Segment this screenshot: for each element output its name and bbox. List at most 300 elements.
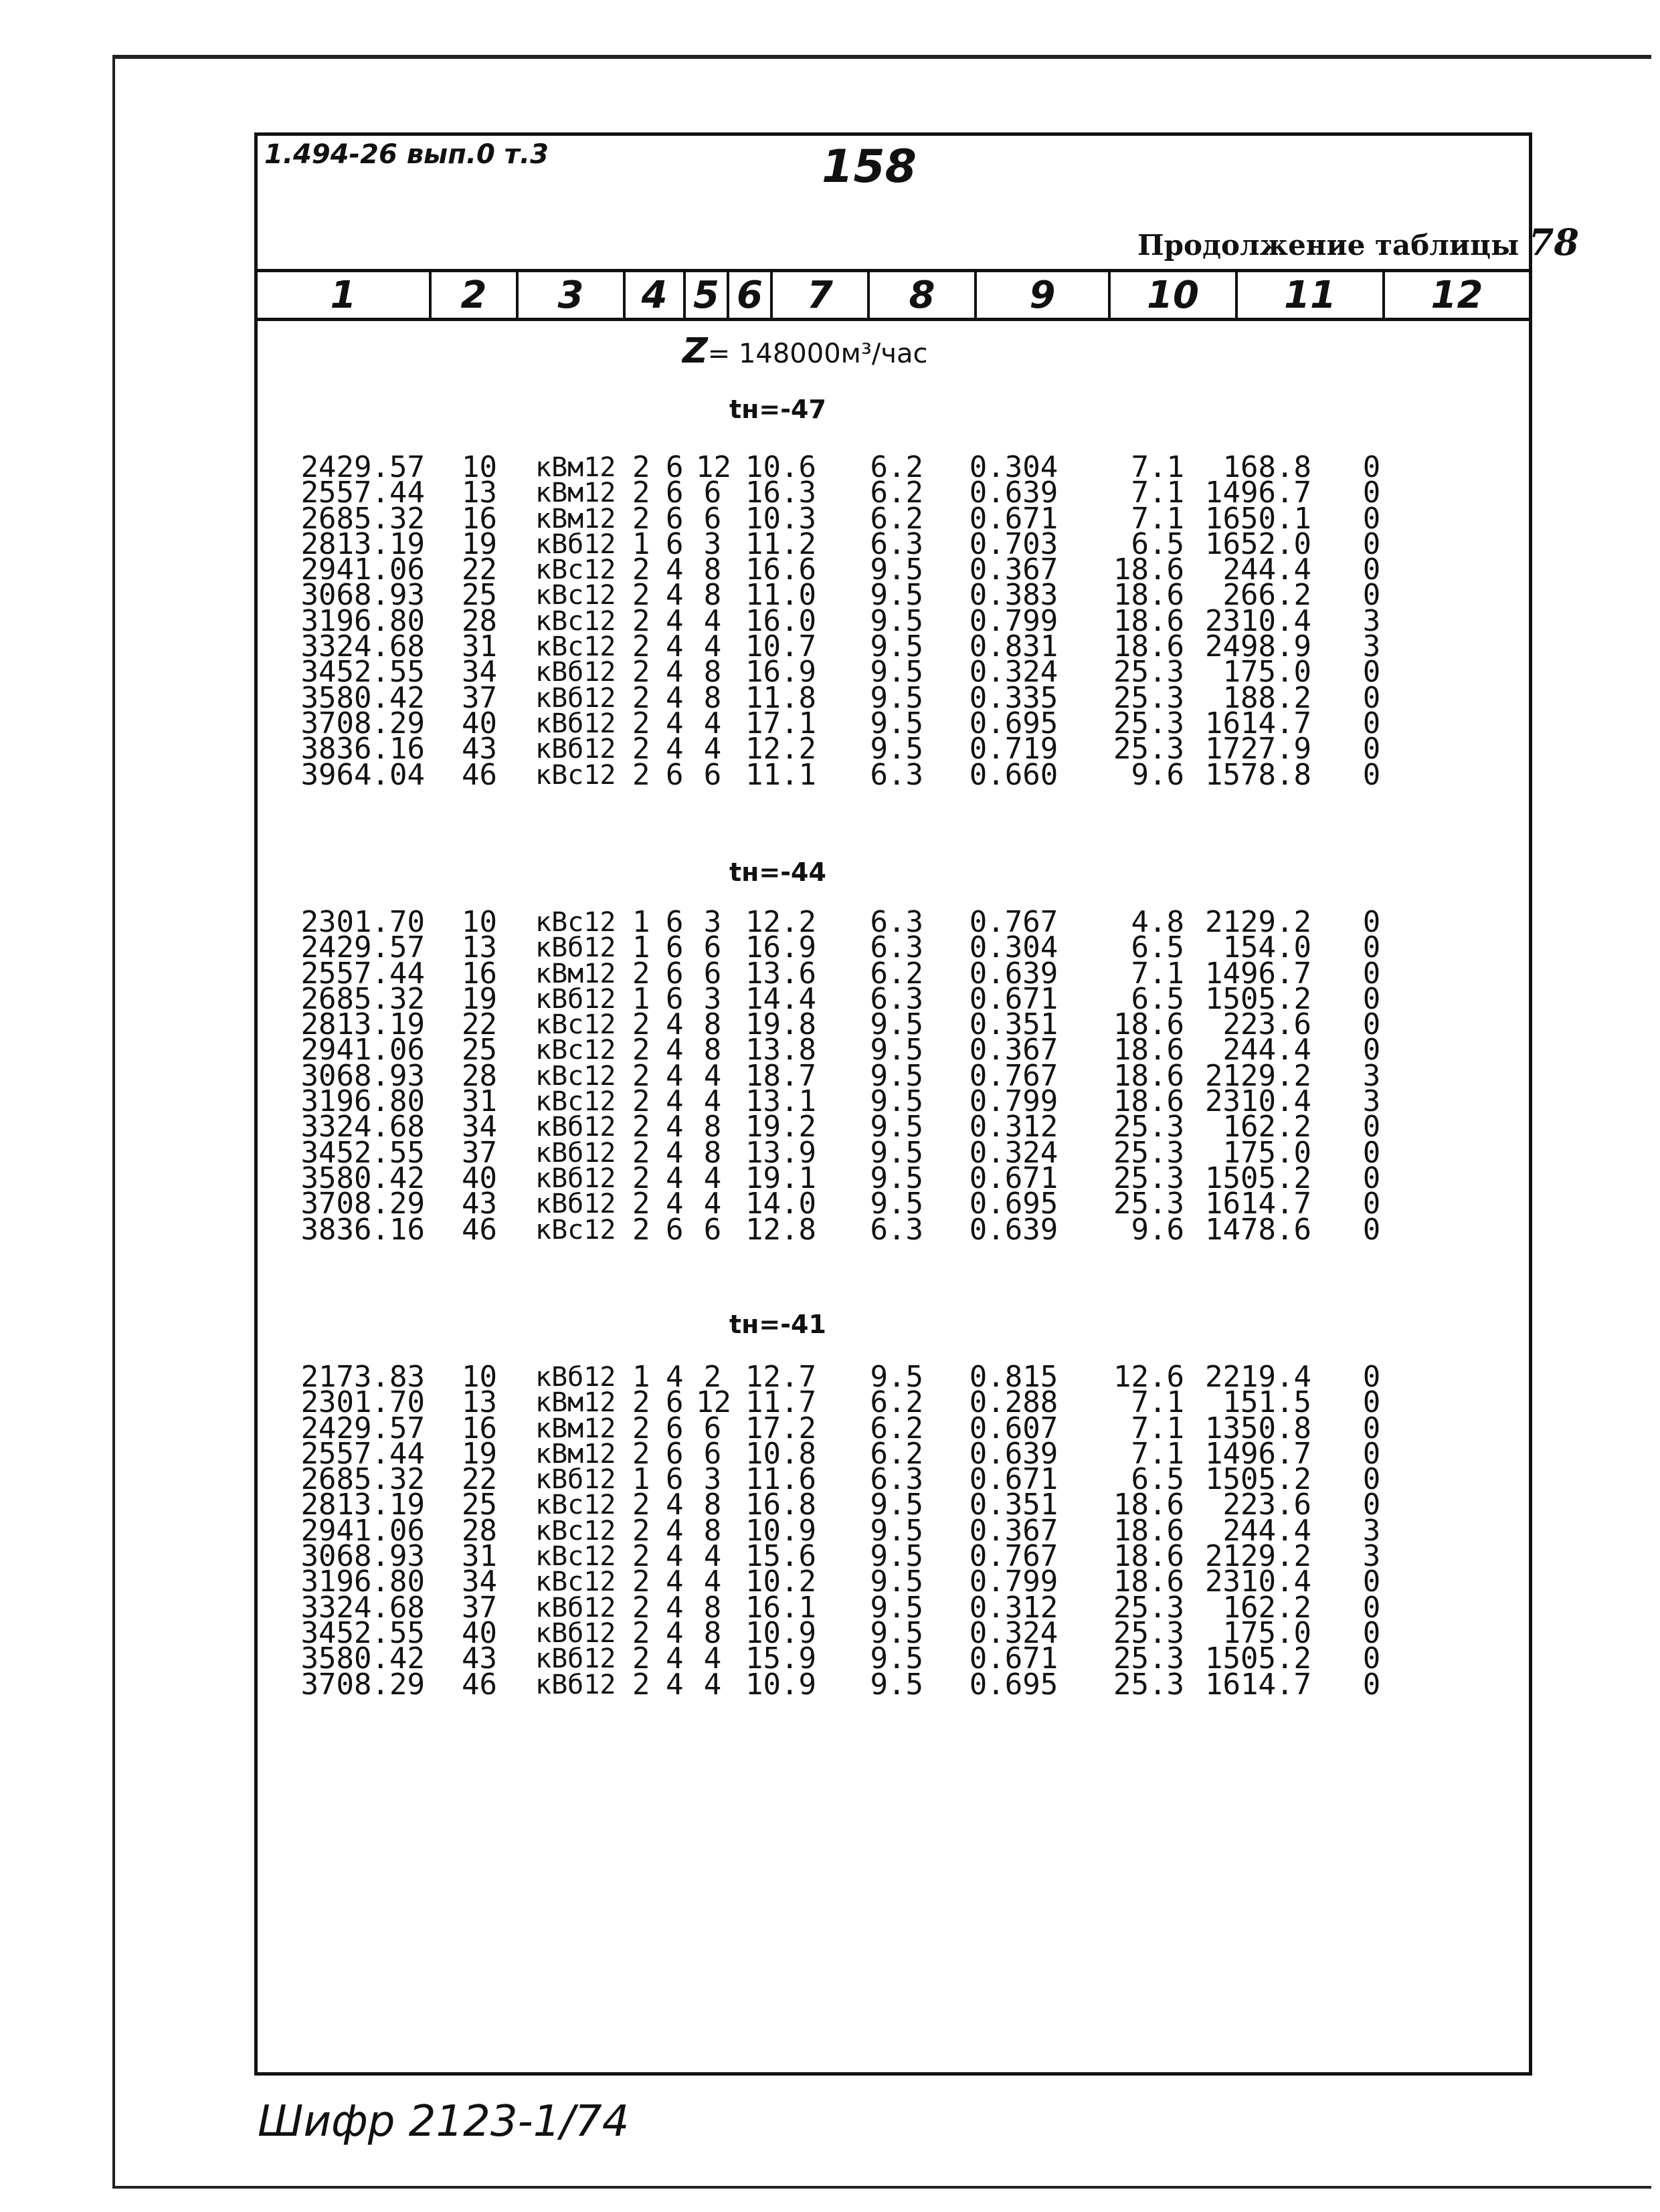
table-cell-col-6: 4 [703,629,722,664]
table-cell-col-12: 0 [1362,1462,1381,1497]
table-cell-col-6: 8 [703,552,722,587]
table-cell-col-5: 6 [666,930,684,965]
table-cell-col-11: 2129.2 [1205,1539,1311,1574]
table-cell-col-2: 13 [462,930,497,965]
data-table-section-3 [258,1360,1412,1702]
table-cell-col-7: 19.8 [745,1007,816,1042]
table-cell-col-10: 25.3 [1113,655,1184,690]
column-header-12: 12 [1431,273,1483,317]
table-cell-col-11: 1727.9 [1205,732,1311,767]
section-label-47: tн=-47 [729,395,826,424]
table-cell-col-10: 18.6 [1113,552,1184,587]
table-cell-col-11: 1650.1 [1205,501,1311,536]
table-cell-col-9: 0.367 [969,1033,1058,1068]
table-cell-col-11: 1496.7 [1205,1436,1311,1471]
table-cell-col-3: кВб12 [535,734,616,765]
table-cell-col-6: 3 [703,905,722,939]
table-cell-col-10: 6.5 [1131,1462,1184,1497]
column-header-10: 10 [1111,272,1238,318]
table-cell-col-4: 2 [632,732,650,767]
table-cell-col-1: 2941.06 [300,1513,425,1548]
table-cell-col-8: 9.5 [870,1360,923,1394]
table-cell-col-8: 9.5 [870,1084,923,1119]
table-cell-col-9: 0.324 [969,655,1058,690]
table-cell-col-9: 0.815 [969,1360,1058,1394]
table-cell-col-8: 9.5 [870,1615,923,1650]
table-cell-col-2: 43 [462,732,497,767]
table-cell-col-8: 6.3 [870,757,923,792]
table-cell-col-3: кВс12 [535,1214,616,1245]
table-cell-col-4: 2 [632,1161,650,1195]
table-cell-col-12: 0 [1362,655,1381,690]
table-cell-col-5: 4 [666,1565,684,1599]
table-cell-col-12: 0 [1362,1590,1381,1625]
table-cell-col-4: 2 [632,1033,650,1068]
column-header-4: 4 [626,272,686,318]
table-cell-col-4: 2 [632,1084,650,1119]
table-cell-col-7: 11.7 [745,1385,816,1420]
table-cell-col-3: кВм12 [535,478,616,509]
table-cell-col-10: 25.3 [1113,1667,1184,1702]
table-cell-col-2: 43 [462,1641,497,1676]
table-cell-col-1: 3964.04 [300,757,425,792]
table-cell-col-2: 28 [462,1513,497,1548]
table-cell-col-3: кВс12 [535,555,616,586]
table-cell-col-6: 4 [703,1187,722,1221]
table-cell-col-12: 0 [1362,1565,1381,1599]
table-cell-col-2: 34 [462,1565,497,1599]
table-cell-col-4: 1 [632,1360,650,1394]
table-cell-col-7: 13.9 [745,1135,816,1170]
table-cell-col-6: 12 [696,1385,731,1420]
table-cell-col-3: кВб12 [535,1189,616,1220]
column-header-8: 8 [870,272,977,318]
table-cell-col-4: 2 [632,1135,650,1170]
table-cell-col-4: 2 [632,956,650,991]
table-cell-col-8: 6.2 [870,1385,923,1420]
table-cell-col-9: 0.767 [969,1539,1058,1574]
table-cell-col-11: 223.6 [1222,1488,1311,1522]
table-cell-col-11: 1614.7 [1205,706,1311,740]
table-cell-col-7: 11.0 [745,578,816,613]
table-cell-col-4: 2 [632,1007,650,1042]
table-cell-col-6: 4 [703,603,722,638]
column-header-7: 7 [773,272,870,318]
table-cell-col-11: 1614.7 [1205,1187,1311,1221]
table-cell-col-12: 3 [1362,1084,1381,1119]
table-cell-col-3: кВм12 [535,1438,616,1470]
table-cell-col-9: 0.351 [969,1488,1058,1522]
table-cell-col-8: 9.5 [870,1135,923,1170]
table-cell-col-9: 0.695 [969,706,1058,740]
table-cell-col-3: кВс12 [535,580,616,611]
table-cell-col-11: 2310.4 [1205,603,1311,638]
table-cell-col-11: 168.8 [1222,450,1311,484]
table-cell-col-9: 0.324 [969,1135,1058,1170]
table-cell-col-3: кВб12 [535,528,616,560]
table-cell-col-7: 16.0 [745,603,816,638]
table-cell-col-6: 6 [703,956,722,991]
table-cell-col-8: 9.5 [870,603,923,638]
table-cell-col-10: 7.1 [1131,1411,1184,1445]
table-cell-col-1: 2173.83 [300,1360,425,1394]
table-cell-col-11: 244.4 [1222,1033,1311,1068]
table-cell-col-5: 4 [666,1641,684,1676]
table-cell-col-2: 37 [462,1590,497,1625]
table-cell-col-5: 6 [666,450,684,484]
table-cell-col-1: 3836.16 [300,1212,425,1247]
table-cell-col-5: 4 [666,603,684,638]
table-cell-col-5: 4 [666,1667,684,1702]
table-cell-col-11: 1496.7 [1205,956,1311,991]
table-row [258,1667,1412,1702]
table-cell-col-6: 4 [703,1667,722,1702]
table-cell-col-2: 40 [462,1161,497,1195]
table-cell-col-9: 0.367 [969,552,1058,587]
table-cell-col-12: 0 [1362,476,1381,510]
table-cell-col-9: 0.639 [969,1212,1058,1247]
table-cell-col-10: 6.5 [1131,526,1184,561]
table-cell-col-3: кВс12 [535,1060,616,1092]
table-cell-col-4: 2 [632,629,650,664]
table-cell-col-2: 31 [462,1084,497,1119]
table-cell-col-4: 2 [632,1539,650,1574]
table-cell-col-9: 0.639 [969,1436,1058,1471]
table-cell-col-2: 22 [462,1007,497,1042]
data-table-section-2 [258,905,1412,1247]
table-cell-col-6: 8 [703,1033,722,1068]
table-cell-col-12: 0 [1362,680,1381,715]
table-cell-col-2: 25 [462,578,497,613]
table-cell-col-5: 4 [666,1161,684,1195]
table-cell-col-10: 25.3 [1113,706,1184,740]
table-cell-col-10: 18.6 [1113,1058,1184,1093]
table-cell-col-8: 9.5 [870,1033,923,1068]
table-cell-col-2: 22 [462,552,497,587]
table-cell-col-9: 0.671 [969,501,1058,536]
table-cell-col-7: 11.2 [745,526,816,561]
table-row [258,1212,1412,1247]
table-cell-col-12: 0 [1362,905,1381,939]
table-cell-col-1: 3580.42 [300,1641,425,1676]
table-cell-col-6: 8 [703,655,722,690]
table-cell-col-11: 1578.8 [1205,757,1311,792]
table-cell-col-11: 1505.2 [1205,981,1311,1016]
table-cell-col-5: 4 [666,706,684,740]
table-cell-col-5: 4 [666,1513,684,1548]
table-cell-col-6: 8 [703,680,722,715]
table-cell-col-2: 46 [462,1212,497,1247]
table-cell-col-12: 0 [1362,757,1381,792]
table-cell-col-4: 2 [632,450,650,484]
column-header-2: 2 [432,272,519,318]
table-cell-col-9: 0.312 [969,1110,1058,1144]
table-cell-col-10: 18.6 [1113,1565,1184,1599]
table-cell-col-6: 8 [703,1135,722,1170]
column-header-9: 9 [977,272,1111,318]
table-cell-col-2: 10 [462,450,497,484]
table-cell-col-10: 25.3 [1113,1110,1184,1144]
table-cell-col-6: 3 [703,526,722,561]
table-cell-col-2: 46 [462,1667,497,1702]
table-cell-col-8: 9.5 [870,1488,923,1522]
table-cell-col-9: 0.767 [969,905,1058,939]
table-cell-col-5: 4 [666,578,684,613]
document-reference: 1.494-26 вып.0 т.3 [264,139,549,170]
table-cell-col-3: кВс12 [535,631,616,663]
table-cell-col-7: 11.6 [745,1462,816,1497]
table-cell-col-4: 2 [632,552,650,587]
table-cell-col-9: 0.288 [969,1385,1058,1420]
table-cell-col-8: 6.2 [870,450,923,484]
table-cell-col-1: 3452.55 [300,655,425,690]
table-cell-col-4: 2 [632,1385,650,1420]
table-cell-col-5: 4 [666,552,684,587]
table-cell-col-11: 175.0 [1222,655,1311,690]
table-cell-col-10: 25.3 [1113,1161,1184,1195]
table-cell-col-3: кВб12 [535,1362,616,1393]
table-cell-col-9: 0.639 [969,476,1058,510]
table-cell-col-8: 9.5 [870,1539,923,1574]
table-cell-col-4: 2 [632,603,650,638]
table-cell-col-8: 9.5 [870,1565,923,1599]
table-cell-col-7: 16.3 [745,476,816,510]
table-cell-col-11: 244.4 [1222,552,1311,587]
table-cell-col-5: 4 [666,655,684,690]
table-cell-col-1: 2685.32 [300,1462,425,1497]
table-cell-col-7: 16.9 [745,930,816,965]
table-cell-col-1: 2941.06 [300,552,425,587]
table-cell-col-12: 0 [1362,1488,1381,1522]
table-cell-col-3: кВб12 [535,1112,616,1143]
table-cell-col-3: кВс12 [535,907,616,938]
table-cell-col-8: 9.5 [870,706,923,740]
table-cell-col-3: кВм12 [535,1387,616,1419]
table-cell-col-2: 37 [462,1135,497,1170]
table-cell-col-5: 4 [666,1590,684,1625]
table-cell-col-11: 151.5 [1222,1385,1311,1420]
table-cell-col-3: кВс12 [535,1035,616,1066]
table-cell-col-12: 0 [1362,1007,1381,1042]
table-cell-col-10: 25.3 [1113,1590,1184,1625]
table-cell-col-6: 6 [703,501,722,536]
table-cell-col-9: 0.831 [969,629,1058,664]
table-cell-col-1: 3324.68 [300,1110,425,1144]
table-cell-col-4: 2 [632,655,650,690]
table-cell-col-11: 2498.9 [1205,629,1311,664]
table-cell-col-7: 11.1 [745,757,816,792]
table-cell-col-8: 6.2 [870,956,923,991]
table-cell-col-12: 0 [1362,956,1381,991]
table-cell-col-5: 6 [666,1212,684,1247]
table-cell-col-12: 0 [1362,1436,1381,1471]
table-cell-col-4: 2 [632,1513,650,1548]
table-cell-col-9: 0.304 [969,450,1058,484]
table-cell-col-1: 3580.42 [300,680,425,715]
table-cell-col-1: 2813.19 [300,526,425,561]
table-cell-col-4: 2 [632,1488,650,1522]
table-cell-col-9: 0.312 [969,1590,1058,1625]
table-cell-col-4: 1 [632,1462,650,1497]
table-cell-col-11: 162.2 [1222,1110,1311,1144]
table-cell-col-1: 3068.93 [300,578,425,613]
table-cell-col-7: 10.6 [745,450,816,484]
table-cell-col-6: 4 [703,1565,722,1599]
table-cell-col-8: 6.3 [870,1212,923,1247]
table-cell-col-1: 3324.68 [300,1590,425,1625]
table-cell-col-9: 0.367 [969,1513,1058,1548]
table-cell-col-4: 2 [632,706,650,740]
table-cell-col-5: 4 [666,680,684,715]
column-header-5: 5 [686,272,729,318]
table-cell-col-7: 17.2 [745,1411,816,1445]
table-cell-col-12: 0 [1362,1615,1381,1650]
table-cell-col-11: 1614.7 [1205,1667,1311,1702]
table-cell-col-11: 1496.7 [1205,476,1311,510]
continuation-text: Продолжение таблицы [1137,229,1519,262]
table-cell-col-12: 3 [1362,629,1381,664]
table-cell-col-9: 0.660 [969,757,1058,792]
table-cell-col-8: 6.3 [870,905,923,939]
table-cell-col-1: 2813.19 [300,1488,425,1522]
table-cell-col-1: 3708.29 [300,1187,425,1221]
table-cell-col-8: 9.5 [870,1007,923,1042]
table-cell-col-4: 2 [632,1590,650,1625]
table-cell-col-3: кВм12 [535,452,616,483]
table-cell-col-11: 188.2 [1222,680,1311,715]
table-cell-col-3: кВм12 [535,1413,616,1444]
table-cell-col-4: 2 [632,1411,650,1445]
table-cell-col-4: 1 [632,526,650,561]
table-cell-col-9: 0.383 [969,578,1058,613]
table-cell-col-10: 18.6 [1113,1513,1184,1548]
table-cell-col-3: кВб12 [535,1137,616,1169]
table-cell-col-8: 9.5 [870,680,923,715]
table-cell-col-8: 6.3 [870,930,923,965]
table-cell-col-2: 13 [462,1385,497,1420]
table-cell-col-8: 9.5 [870,1590,923,1625]
table-cell-col-1: 2941.06 [300,1033,425,1068]
table-cell-col-9: 0.703 [969,526,1058,561]
table-cell-col-4: 2 [632,1667,650,1702]
table-cell-col-8: 9.5 [870,1110,923,1144]
table-cell-col-10: 18.6 [1113,629,1184,664]
table-cell-col-5: 6 [666,501,684,536]
table-cell-col-8: 9.5 [870,1513,923,1548]
table-cell-col-3: кВб12 [535,682,616,714]
table-cell-col-8: 9.5 [870,1161,923,1195]
table-cell-col-6: 12 [696,450,731,484]
table-cell-col-6: 8 [703,578,722,613]
table-cell-col-3: кВм12 [535,958,616,989]
table-cell-col-6: 8 [703,1615,722,1650]
table-cell-col-10: 7.1 [1131,1436,1184,1471]
table-cell-col-1: 3708.29 [300,706,425,740]
table-cell-col-3: кВс12 [535,1515,616,1546]
table-cell-col-1: 3708.29 [300,1667,425,1702]
table-cell-col-2: 37 [462,680,497,715]
table-cell-col-2: 28 [462,603,497,638]
table-cell-col-3: кВб12 [535,1592,616,1623]
table-cell-col-7: 12.2 [745,732,816,767]
table-cell-col-3: кВс12 [535,759,616,791]
table-cell-col-7: 12.2 [745,905,816,939]
table-cell-col-8: 9.5 [870,552,923,587]
table-cell-col-12: 3 [1362,603,1381,638]
table-cell-col-11: 223.6 [1222,1007,1311,1042]
table-cell-col-9: 0.799 [969,1084,1058,1119]
table-cell-col-1: 2557.44 [300,956,425,991]
table-cell-col-11: 1478.6 [1205,1212,1311,1247]
table-cell-col-3: кВс12 [535,1009,616,1041]
table-cell-col-6: 8 [703,1110,722,1144]
table-cell-col-6: 6 [703,1436,722,1471]
table-cell-col-9: 0.351 [969,1007,1058,1042]
data-table-section-1 [258,450,1412,792]
table-cell-col-3: кВб12 [535,932,616,964]
table-cell-col-5: 6 [666,1411,684,1445]
table-cell-col-3: кВб12 [535,1617,616,1649]
table-cell-col-7: 19.2 [745,1110,816,1144]
table-cell-col-10: 25.3 [1113,680,1184,715]
table-cell-col-11: 1505.2 [1205,1462,1311,1497]
table-cell-col-2: 34 [462,1110,497,1144]
table-cell-col-10: 18.6 [1113,1007,1184,1042]
table-cell-col-9: 0.767 [969,1058,1058,1093]
table-cell-col-12: 0 [1362,1667,1381,1702]
table-cell-col-9: 0.799 [969,603,1058,638]
table-cell-col-5: 6 [666,757,684,792]
table-cell-col-12: 0 [1362,981,1381,1016]
table-cell-col-11: 2219.4 [1205,1360,1311,1394]
table-cell-col-4: 2 [632,1110,650,1144]
table-cell-col-10: 18.6 [1113,1084,1184,1119]
table-cell-col-11: 175.0 [1222,1135,1311,1170]
column-header-6: 6 [729,272,773,318]
table-cell-col-5: 6 [666,1462,684,1497]
table-cell-col-4: 2 [632,1565,650,1599]
table-cell-col-7: 16.1 [745,1590,816,1625]
flow-value: = 148000м³/час [707,338,928,369]
table-cell-col-12: 0 [1362,1033,1381,1068]
table-cell-col-12: 0 [1362,526,1381,561]
table-cell-col-7: 10.7 [745,629,816,664]
table-cell-col-1: 2685.32 [300,981,425,1016]
table-cell-col-4: 2 [632,1212,650,1247]
flow-rate-label [682,331,927,371]
table-cell-col-2: 22 [462,1462,497,1497]
table-cell-col-8: 9.5 [870,578,923,613]
table-cell-col-5: 4 [666,1033,684,1068]
table-cell-col-1: 2301.70 [300,1385,425,1420]
table-cell-col-1: 2557.44 [300,476,425,510]
table-cell-col-5: 4 [666,1135,684,1170]
table-cell-col-1: 2429.57 [300,1411,425,1445]
table-cell-col-11: 1505.2 [1205,1641,1311,1676]
table-cell-col-9: 0.324 [969,1615,1058,1650]
table-cell-col-3: кВс12 [535,1567,616,1598]
table-cell-col-10: 18.6 [1113,1488,1184,1522]
table-cell-col-6: 6 [703,1411,722,1445]
table-cell-col-4: 2 [632,501,650,536]
table-cell-col-8: 9.5 [870,629,923,664]
table-cell-col-6: 3 [703,981,722,1016]
table-cell-col-5: 4 [666,1084,684,1119]
table-cell-col-10: 7.1 [1131,450,1184,484]
table-cell-col-8: 6.2 [870,501,923,536]
table-cell-col-10: 7.1 [1131,956,1184,991]
section-label-41: tн=-41 [729,1310,826,1339]
